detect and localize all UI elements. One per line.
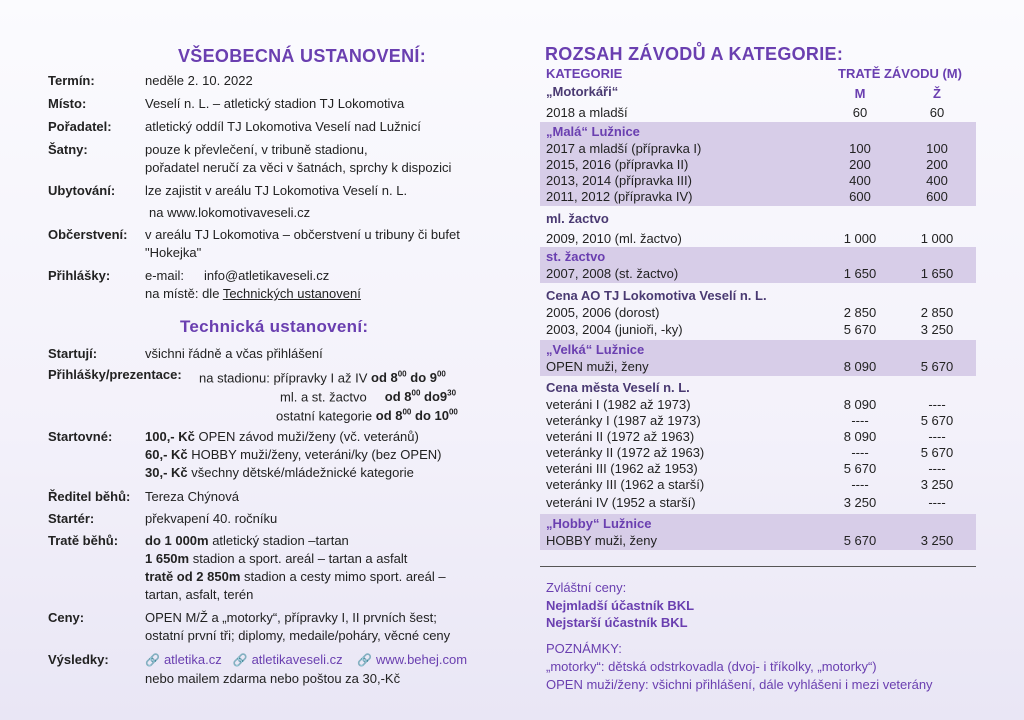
track-m: 100 — [849, 141, 871, 156]
track-m: 600 — [849, 189, 871, 204]
track-m: 400 — [849, 173, 871, 188]
trate-line4: tartan, asfalt, terén — [145, 587, 254, 602]
track-z: ---- — [928, 461, 946, 476]
track-z: 3 250 — [920, 533, 954, 548]
cat-row: 2017 a mladší (přípravka I) — [546, 141, 702, 156]
track-z: 200 — [926, 157, 948, 172]
termin-value: neděle 2. 10. 2022 — [145, 73, 253, 88]
track-z: ---- — [928, 495, 946, 510]
track-m: 1 650 — [843, 266, 877, 281]
divider — [540, 566, 976, 567]
reditel-label: Ředitel běhů: — [48, 489, 131, 504]
col-z-header: Ž — [933, 86, 941, 101]
cat-row: 2007, 2008 (st. žactvo) — [546, 266, 679, 281]
group-motorkari: „Motorkáři“ — [546, 84, 619, 99]
track-m: ---- — [851, 445, 869, 460]
prihlasky-label: Přihlášky: — [48, 268, 111, 283]
group-cena-mesta: Cena města Veselí n. L. — [546, 380, 690, 395]
prez-line2-prefix: ml. a st. žactvo — [280, 389, 367, 405]
starter-value: překvapení 40. ročníku — [145, 511, 278, 526]
misto-value: Veselí n. L. – atletický stadion TJ Lokomotiva — [145, 96, 405, 111]
track-m: 5 670 — [843, 461, 877, 476]
cat-row: veteráni IV (1952 a starší) — [546, 495, 696, 510]
group-velka-luznice: „Velká“ Lužnice — [546, 342, 645, 357]
special-title: Zvláštní ceny: — [546, 580, 627, 595]
track-m: 8 090 — [843, 397, 877, 412]
track-z: 100 — [926, 141, 948, 156]
starter-label: Startér: — [48, 511, 95, 526]
prihlasky-email[interactable]: info@atletikaveseli.cz — [204, 268, 330, 283]
track-m: 5 670 — [843, 322, 877, 337]
cat-row: veteráni II (1972 až 1963) — [546, 429, 695, 444]
satny-line1: pouze k převlečení, v tribuně stadionu, — [145, 142, 368, 157]
group-st-zactvo: st. žactvo — [546, 249, 606, 264]
group-ml-zactvo: ml. žactvo — [546, 211, 609, 226]
cat-row: veteráni III (1962 až 1953) — [546, 461, 698, 476]
group-hobby-luznice: „Hobby“ Lužnice — [546, 516, 652, 531]
startovne-line1: 100,- Kč OPEN závod muži/ženy (vč. veteránů) — [145, 429, 419, 444]
trate-label: Tratě běhů: — [48, 533, 119, 548]
obcerstveni-label: Občerstvení: — [48, 227, 128, 242]
trate-line2: 1 650m stadion a sport. areál – tartan a asfalt — [145, 551, 408, 566]
cat-row: veteránky III (1962 a starší) — [546, 477, 705, 492]
track-z: ---- — [928, 397, 946, 412]
track-m: 5 670 — [843, 533, 877, 548]
cat-row: 2005, 2006 (dorost) — [546, 305, 660, 320]
trate-line1: do 1 000m atletický stadion –tartan — [145, 533, 349, 548]
cat-row: HOBBY muži, ženy — [546, 533, 658, 548]
prez-line1-time: od $8^{00}$ do $9^{00}$ — [371, 370, 446, 386]
general-title: VŠEOBECNÁ USTANOVENÍ: — [178, 46, 426, 66]
obcerstveni-line2: "Hokejka" — [145, 245, 202, 260]
track-z: ---- — [928, 429, 946, 444]
link-atletika[interactable]: atletika.cz — [163, 652, 222, 667]
startovne-line2: 60,- Kč HOBBY muži/ženy, veteráni/ky (bez OPEN) — [145, 447, 442, 462]
link-atletikaveseli[interactable]: atletikaveseli.cz — [251, 652, 343, 667]
prezentace-line3 — [276, 405, 458, 424]
track-z: 5 670 — [920, 413, 954, 428]
tech-title: Technická ustanovení: — [180, 317, 369, 336]
prezentace-line2 — [280, 386, 456, 405]
track-m: ---- — [851, 477, 869, 492]
poradatel-value: atletický oddíl TJ Lokomotiva Veselí nad Lužnicí — [145, 119, 421, 134]
col-m-header: M — [854, 86, 866, 101]
note-motorky: „motorky“: dětská odstrkovadla (dvoj- i tříkolky, „motorky“) — [546, 659, 877, 674]
cat-row: 2011, 2012 (přípravka IV) — [546, 189, 693, 204]
track-m: 8 090 — [843, 359, 877, 374]
track-z: 3 250 — [920, 477, 954, 492]
special-oldest: Nejstarší účastník BKL — [546, 615, 688, 630]
ubytovani-line2[interactable]: na www.lokomotivaveseli.cz — [149, 205, 311, 220]
track-m: ---- — [851, 413, 869, 428]
trate-line3: tratě od 2 850m stadion a cesty mimo sport. areál – — [145, 569, 446, 584]
track-m: 8 090 — [843, 429, 877, 444]
link-behej[interactable]: www.behej.com — [376, 652, 468, 667]
track-z: 1 000 — [920, 231, 954, 246]
obcerstveni-line1: v areálu TJ Lokomotiva – občerstvení u tribuny či bufet — [145, 227, 460, 242]
track-z: 60 — [929, 105, 945, 120]
group-mala-luznice: „Malá“ Lužnice — [546, 124, 640, 139]
track-m: 1 000 — [843, 231, 877, 246]
notes-title: POZNÁMKY: — [546, 641, 622, 656]
prez-line2-time: od $8^{00}$ $do9^{30}$ — [384, 389, 457, 405]
track-m: 60 — [852, 105, 868, 120]
track-z: 400 — [926, 173, 948, 188]
prez-line1-prefix: na stadionu: přípravky I až IV — [199, 370, 368, 386]
track-m: 2 850 — [843, 305, 877, 320]
track-m: 200 — [849, 157, 871, 172]
link-icon: 🔗 — [232, 653, 248, 667]
cat-row: 2009, 2010 (ml. žactvo) — [546, 231, 682, 246]
track-z: 5 670 — [920, 359, 954, 374]
ubytovani-label: Ubytování: — [48, 183, 116, 198]
track-z: 600 — [926, 189, 948, 204]
cat-row: OPEN muži, ženy — [546, 359, 649, 374]
link-icon: 🔗 — [145, 653, 160, 667]
track-m: 3 250 — [843, 495, 877, 510]
categories-title: ROZSAH ZÁVODŮ A KATEGORIE: — [545, 44, 844, 64]
track-z: 2 850 — [920, 305, 954, 320]
tech-rules-link[interactable]: Technických ustanovení — [222, 286, 361, 301]
cat-row: 2015, 2016 (přípravka II) — [546, 157, 689, 172]
ceny-label: Ceny: — [48, 610, 85, 625]
col-category-header: KATEGORIE — [546, 66, 623, 81]
track-z: 5 670 — [920, 445, 954, 460]
prez-line3-time: od $8^{00}$ do $10^{00}$ — [375, 408, 458, 424]
track-z: 1 650 — [920, 266, 954, 281]
group-cena-ao: Cena AO TJ Lokomotiva Veselí n. L. — [546, 288, 767, 303]
prezentace-label: Přihlášky/prezentace: — [48, 367, 182, 382]
vysledky-label: Výsledky: — [48, 652, 109, 667]
startuji-value: všichni řádně a včas přihlášení — [145, 346, 323, 361]
cat-row: 2013, 2014 (přípravka III) — [546, 173, 692, 188]
vysledky-line2: nebo mailem zdarma nebo poštou za 30,-Kč — [145, 671, 401, 686]
poradatel-label: Pořadatel: — [48, 119, 112, 134]
track-z: 3 250 — [920, 322, 954, 337]
ubytovani-line1: lze zajistit v areálu TJ Lokomotiva Veselí n. L. — [145, 183, 408, 198]
startuji-label: Startují: — [48, 346, 98, 361]
satny-line2: pořadatel neručí za věci v šatnách, sprchy k dispozici — [145, 160, 452, 175]
prez-line3-prefix: ostatní kategorie — [276, 408, 373, 424]
termin-label: Termín: — [48, 73, 95, 88]
startovne-label: Startovné: — [48, 429, 113, 444]
misto-label: Místo: — [48, 96, 87, 111]
satny-label: Šatny: — [48, 142, 88, 157]
cat-row: veteránky I (1987 až 1973) — [546, 413, 701, 428]
prihlasky-email-label: e-mail: — [145, 268, 185, 283]
prezentace-line1 — [199, 367, 446, 386]
col-tracks-header: TRATĚ ZÁVODU (M) — [838, 66, 962, 81]
prihlasky-line2 — [145, 286, 361, 302]
link-icon: 🔗 — [357, 653, 373, 667]
ceny-line1: OPEN M/Ž a „motorky“, přípravky I, II prvních šest; — [145, 610, 437, 625]
cat-row: 2018 a mladší — [546, 105, 628, 120]
cat-row: veteránky II (1972 až 1963) — [546, 445, 705, 460]
prihlasky-line2-prefix: na místě: dle — [145, 286, 223, 301]
ceny-line2: ostatní první tři; diplomy, medaile/poháry, věcné ceny — [145, 628, 451, 643]
note-open: OPEN muži/ženy: všichni přihlášení, dále vyhlášeni i mezi veterány — [546, 677, 933, 692]
startovne-line3: 30,- Kč všechny dětské/mládežnické kategorie — [145, 465, 414, 480]
reditel-value: Tereza Chýnová — [145, 489, 239, 504]
cat-row: 2003, 2004 (junioři, -ky) — [546, 322, 683, 337]
special-youngest: Nejmladší účastník BKL — [546, 598, 695, 613]
vysledky-links — [145, 652, 467, 668]
cat-row: veteráni I (1982 až 1973) — [546, 397, 691, 412]
